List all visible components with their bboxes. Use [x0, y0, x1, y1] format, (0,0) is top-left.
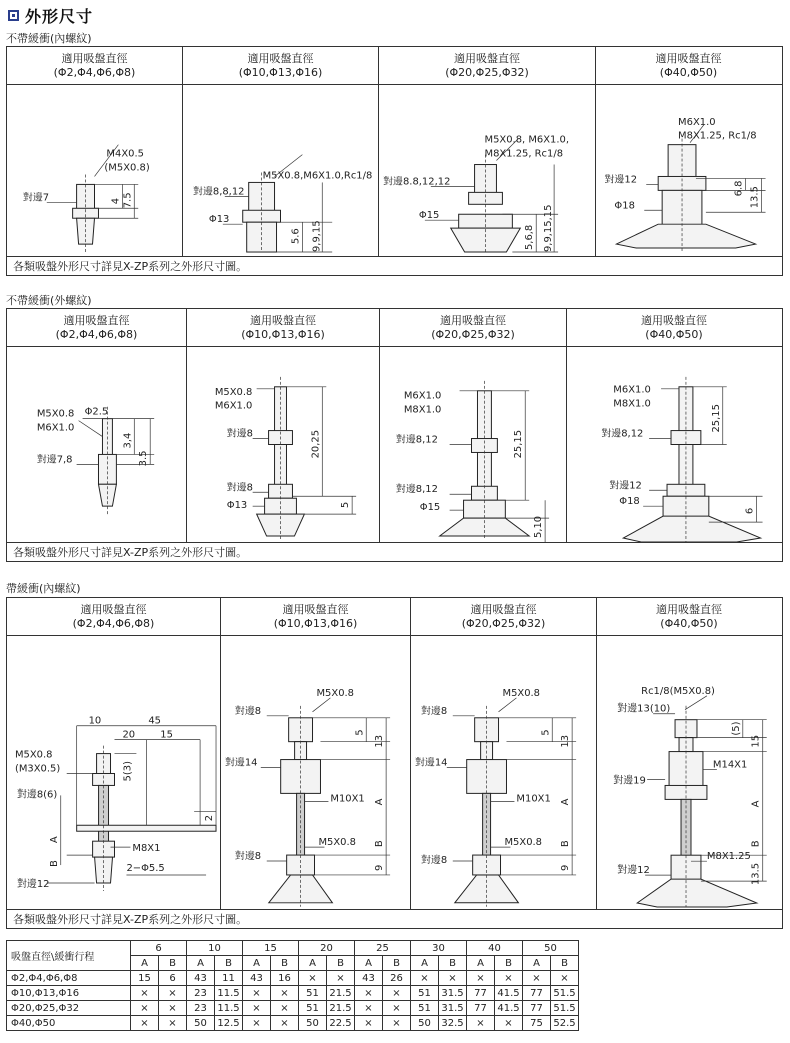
- svg-text:對邊8: 對邊8: [226, 482, 253, 494]
- svg-text:Φ15: Φ15: [418, 210, 440, 222]
- table-cell: ×: [243, 986, 271, 1001]
- svg-text:對邊8: 對邊8: [234, 851, 262, 863]
- svg-text:M5X0.8: M5X0.8: [36, 408, 75, 420]
- header-row: [7, 309, 782, 347]
- stroke-header: 40: [467, 941, 523, 956]
- table-cell: ×: [131, 1001, 159, 1016]
- table-cell: ×: [467, 1016, 495, 1031]
- svg-text:9: 9: [560, 864, 572, 871]
- stroke-table: [6, 940, 579, 1031]
- sub-header: A: [523, 956, 551, 971]
- sub-header: A: [467, 956, 495, 971]
- svg-text:3,4: 3,4: [122, 432, 134, 449]
- svg-text:對邊8: 對邊8: [234, 705, 262, 717]
- stroke-header-row: [7, 941, 579, 956]
- svg-text:5: 5: [340, 501, 352, 509]
- drawing-row: [7, 85, 782, 257]
- svg-text:對邊14: 對邊14: [224, 757, 258, 769]
- table-cell: ×: [159, 1016, 187, 1031]
- table-cell: 41.5: [495, 1001, 523, 1016]
- sub-header: B: [159, 956, 187, 971]
- stroke-table-body: [7, 971, 579, 1031]
- table-cell: 77: [523, 1001, 551, 1016]
- svg-text:(M5X0.8): (M5X0.8): [104, 162, 150, 174]
- svg-text:9: 9: [374, 864, 386, 871]
- row-label: Φ2,Φ4,Φ6,Φ8: [7, 971, 131, 986]
- svg-text:45: 45: [148, 715, 161, 727]
- table-cell: 31.5: [439, 1001, 467, 1016]
- drawing-cell: [183, 85, 379, 256]
- svg-text:A: A: [48, 836, 60, 844]
- sub-header: B: [439, 956, 467, 971]
- svg-text:3.5: 3.5: [138, 450, 150, 467]
- svg-text:M4X0.5: M4X0.5: [106, 148, 144, 160]
- header-cell: 適用吸盤直徑 (Φ2,Φ4,Φ6,Φ8): [7, 47, 183, 84]
- svg-text:對邊8,12: 對邊8,12: [601, 428, 644, 440]
- fitting-drawing: [221, 636, 410, 909]
- table-cell: 23: [187, 986, 215, 1001]
- page-title: [8, 4, 93, 26]
- table-cell: ×: [495, 971, 523, 986]
- table-cell: 6: [159, 971, 187, 986]
- table-cell: ×: [271, 1001, 299, 1016]
- drawing-cell: [567, 347, 781, 542]
- table-cell: 50: [187, 1016, 215, 1031]
- table-cell: ×: [243, 1001, 271, 1016]
- svg-text:M8X1.0: M8X1.0: [403, 404, 442, 416]
- stroke-header: 10: [187, 941, 243, 956]
- table-row: [7, 986, 579, 1001]
- table-cell: ×: [159, 1001, 187, 1016]
- svg-text:對邊8: 對邊8: [420, 705, 448, 717]
- svg-text:對邊8.8,12,12: 對邊8.8,12,12: [383, 176, 451, 188]
- svg-text:A: A: [560, 798, 572, 806]
- drawing-cell: [7, 636, 221, 909]
- table-cell: ×: [383, 1016, 411, 1031]
- svg-text:M5X0.8, M6X1.0,: M5X0.8, M6X1.0,: [484, 134, 570, 146]
- table-cell: 75: [523, 1016, 551, 1031]
- fitting-drawing: [597, 636, 781, 909]
- header-cell: 適用吸盤直徑 (Φ10,Φ13,Φ16): [183, 47, 379, 84]
- sub-header: A: [187, 956, 215, 971]
- table-cell: 51: [411, 986, 439, 1001]
- drawing-cell: [7, 347, 187, 542]
- svg-text:對邊8,8,12: 對邊8,8,12: [193, 186, 245, 198]
- svg-text:M6X1.0: M6X1.0: [214, 400, 253, 412]
- drawing-cell: [597, 636, 781, 909]
- table-cell: ×: [299, 971, 327, 986]
- drawing-row: [7, 347, 782, 543]
- svg-text:對邊8,12: 對邊8,12: [395, 434, 438, 446]
- table-cell: 12.5: [215, 1016, 243, 1031]
- fitting-drawing: [187, 347, 379, 542]
- svg-text:對邊7: 對邊7: [22, 192, 50, 204]
- table-cell: 51: [299, 986, 327, 1001]
- fitting-drawing: [7, 85, 182, 256]
- svg-text:對邊12: 對邊12: [617, 865, 650, 877]
- table-row: [7, 1001, 579, 1016]
- svg-text:M8X1.0: M8X1.0: [613, 398, 651, 410]
- svg-text:5,6,8: 5,6,8: [524, 224, 536, 251]
- svg-text:25,15: 25,15: [710, 404, 722, 433]
- header-cell: 適用吸盤直徑 (Φ40,Φ50): [655, 51, 722, 79]
- svg-text:M6X1.0: M6X1.0: [36, 422, 75, 434]
- svg-text:M6X1.0: M6X1.0: [403, 390, 442, 402]
- square-bullet-icon: [8, 10, 19, 21]
- svg-text:M14X1: M14X1: [712, 759, 748, 771]
- fitting-drawing: [7, 347, 186, 542]
- sub-header: B: [215, 956, 243, 971]
- svg-text:對邊8(6): 對邊8(6): [16, 789, 58, 801]
- table-cell: 43: [243, 971, 271, 986]
- drawing-cell: [221, 636, 411, 909]
- svg-text:5,10: 5,10: [533, 515, 545, 538]
- svg-text:Φ2.5: Φ2.5: [84, 406, 109, 418]
- section-label-3: 帶緩衝(內螺紋): [6, 582, 81, 595]
- table-cell: ×: [327, 971, 355, 986]
- svg-text:M8X1: M8X1: [132, 843, 161, 855]
- note-row: 各類吸盤外形尺寸詳見X-ZP系列之外形尺寸圖。: [13, 546, 248, 559]
- sub-header: A: [131, 956, 159, 971]
- table-cell: 21.5: [327, 1001, 355, 1016]
- sub-header: B: [327, 956, 355, 971]
- svg-text:M5X0.8,M6X1.0,Rc1/8: M5X0.8,M6X1.0,Rc1/8: [262, 170, 373, 182]
- header-cell: 適用吸盤直徑 (Φ2,Φ4,Φ6,Φ8): [7, 309, 187, 346]
- table-row: [7, 1016, 579, 1031]
- section-label-1: 不帶緩衝(內螺紋): [6, 32, 92, 45]
- svg-text:5: 5: [354, 729, 366, 736]
- svg-text:5.6: 5.6: [290, 228, 302, 245]
- header-cell: 適用吸盤直徑 (Φ20,Φ25,Φ32): [411, 598, 597, 635]
- svg-text:對邊8,12: 對邊8,12: [395, 484, 438, 496]
- table-cell: ×: [355, 986, 383, 1001]
- stroke-header: 20: [299, 941, 355, 956]
- table-cell: 51.5: [551, 986, 579, 1001]
- svg-text:對邊8: 對邊8: [420, 855, 448, 867]
- table-cell: 51: [411, 1001, 439, 1016]
- svg-text:20,25: 20,25: [310, 429, 322, 459]
- table-cell: ×: [131, 986, 159, 1001]
- svg-text:25,15: 25,15: [513, 429, 525, 459]
- table-cell: 51.5: [551, 1001, 579, 1016]
- svg-text:2: 2: [204, 814, 216, 822]
- drawing-row: [7, 636, 782, 910]
- fitting-drawing: [7, 636, 220, 909]
- header-row: [7, 598, 782, 636]
- svg-text:Rc1/8(M5X0.8): Rc1/8(M5X0.8): [641, 685, 715, 697]
- drawing-cell: [7, 85, 183, 256]
- table-cell: 77: [523, 986, 551, 1001]
- svg-text:7.5: 7.5: [122, 192, 134, 209]
- table-cell: 32.5: [439, 1016, 467, 1031]
- sub-header: A: [355, 956, 383, 971]
- svg-text:Φ15: Φ15: [419, 502, 441, 514]
- svg-text:13: 13: [560, 734, 572, 748]
- svg-text:M5X0.8: M5X0.8: [14, 749, 53, 761]
- svg-text:M5X0.8: M5X0.8: [214, 386, 253, 398]
- fitting-drawing: [567, 347, 781, 542]
- table-cell: 22.5: [327, 1016, 355, 1031]
- svg-text:6.8: 6.8: [733, 180, 745, 197]
- sub-header: A: [243, 956, 271, 971]
- svg-text:對邊12: 對邊12: [604, 174, 638, 186]
- svg-text:B: B: [560, 840, 572, 848]
- svg-text:13.5: 13.5: [749, 186, 761, 209]
- svg-text:(5): (5): [730, 721, 742, 736]
- table-cell: 77: [467, 1001, 495, 1016]
- svg-text:A: A: [750, 800, 762, 808]
- fitting-drawing: [380, 347, 566, 542]
- svg-text:15: 15: [750, 734, 762, 748]
- svg-text:9,9,15: 9,9,15: [311, 220, 323, 253]
- table-cell: 50: [411, 1016, 439, 1031]
- svg-text:對邊7,8: 對邊7,8: [36, 454, 73, 466]
- stroke-header: 6: [131, 941, 187, 956]
- svg-text:M8X1.25, Rc1/8: M8X1.25, Rc1/8: [484, 148, 564, 160]
- svg-text:B: B: [48, 860, 60, 868]
- table-cell: ×: [467, 971, 495, 986]
- header-cell: 適用吸盤直徑 (Φ10,Φ13,Φ16): [187, 309, 380, 346]
- table-cell: ×: [383, 1001, 411, 1016]
- drawing-cell: [596, 85, 781, 256]
- table-cell: 11: [215, 971, 243, 986]
- table-cell: ×: [523, 971, 551, 986]
- svg-text:M6X1.0: M6X1.0: [613, 384, 651, 396]
- table-cell: 43: [187, 971, 215, 986]
- note-row: 各類吸盤外形尺寸詳見X-ZP系列之外形尺寸圖。: [13, 913, 248, 926]
- sub-header: B: [271, 956, 299, 971]
- svg-text:M10X1: M10X1: [330, 793, 365, 805]
- svg-text:對邊13(10): 對邊13(10): [617, 703, 671, 715]
- svg-text:6: 6: [744, 507, 756, 515]
- table-cell: 50: [299, 1016, 327, 1031]
- fitting-drawing: [596, 85, 781, 256]
- table-cell: ×: [383, 986, 411, 1001]
- stroke-header: 15: [243, 941, 299, 956]
- sub-header: B: [383, 956, 411, 971]
- svg-text:B: B: [374, 840, 386, 848]
- table-cell: ×: [243, 1016, 271, 1031]
- svg-text:Φ18: Φ18: [619, 496, 640, 508]
- svg-text:20: 20: [122, 729, 136, 741]
- header-cell: 適用吸盤直徑 (Φ40,Φ50): [656, 602, 722, 630]
- sub-header: A: [299, 956, 327, 971]
- stroke-table-corner: 吸盤直徑\緩衝行程: [7, 941, 131, 971]
- svg-text:(M3X0.5): (M3X0.5): [14, 763, 61, 775]
- table-cell: 52.5: [551, 1016, 579, 1031]
- svg-text:對邊14: 對邊14: [414, 757, 448, 769]
- table-cell: ×: [131, 1016, 159, 1031]
- svg-text:9,9,15,15: 9,9,15,15: [543, 204, 555, 253]
- drawing-cell: [187, 347, 380, 542]
- stroke-header: 25: [355, 941, 411, 956]
- table-row: [7, 971, 579, 986]
- table-cell: 26: [383, 971, 411, 986]
- svg-text:15: 15: [160, 729, 173, 741]
- svg-text:M5X0.8: M5X0.8: [502, 687, 541, 699]
- table-cell: 23: [187, 1001, 215, 1016]
- table-cell: 15: [131, 971, 159, 986]
- svg-text:M8X1.25: M8X1.25: [706, 851, 751, 863]
- fitting-drawing: [183, 85, 378, 256]
- header-cell: 適用吸盤直徑 (Φ20,Φ25,Φ32): [380, 309, 567, 346]
- svg-text:Φ13: Φ13: [226, 500, 248, 512]
- svg-text:Φ18: Φ18: [614, 200, 635, 212]
- svg-text:對邊8: 對邊8: [226, 428, 253, 440]
- svg-text:A: A: [374, 798, 386, 806]
- svg-text:M6X1.0: M6X1.0: [678, 116, 716, 128]
- stroke-header: 50: [523, 941, 579, 956]
- fitting-drawing: [379, 85, 595, 256]
- svg-text:M5X0.8: M5X0.8: [318, 837, 356, 849]
- stroke-header: 30: [411, 941, 467, 956]
- svg-text:M8X1.25, Rc1/8: M8X1.25, Rc1/8: [678, 130, 757, 142]
- table-cell: ×: [439, 971, 467, 986]
- sub-header: A: [411, 956, 439, 971]
- table-cell: ×: [355, 1001, 383, 1016]
- svg-text:4: 4: [110, 197, 122, 205]
- header-cell: 適用吸盤直徑 (Φ10,Φ13,Φ16): [221, 598, 411, 635]
- svg-text:13: 13: [374, 734, 386, 748]
- table-cell: 11.5: [215, 1001, 243, 1016]
- table-cell: 16: [271, 971, 299, 986]
- header-row: [7, 47, 782, 85]
- table-cell: ×: [159, 986, 187, 1001]
- svg-text:M5X0.8: M5X0.8: [504, 837, 543, 849]
- note-row: 各類吸盤外形尺寸詳見X-ZP系列之外形尺寸圖。: [13, 260, 248, 273]
- sub-header: B: [551, 956, 579, 971]
- drawing-cell: [380, 347, 567, 542]
- svg-text:5(3): 5(3): [122, 761, 134, 782]
- svg-text:B: B: [750, 840, 762, 848]
- svg-text:5: 5: [540, 729, 552, 736]
- table-cell: 21.5: [327, 986, 355, 1001]
- svg-text:10: 10: [88, 715, 102, 727]
- svg-text:對邊12: 對邊12: [609, 480, 642, 492]
- row-label: Φ20,Φ25,Φ32: [7, 1001, 131, 1016]
- table-cell: 31.5: [439, 986, 467, 1001]
- svg-text:Φ13: Φ13: [208, 214, 230, 226]
- row-label: Φ40,Φ50: [7, 1016, 131, 1031]
- svg-text:13.5: 13.5: [750, 862, 762, 886]
- svg-text:對邊19: 對邊19: [613, 775, 646, 787]
- table-cell: 77: [467, 986, 495, 1001]
- section-table-3: [6, 597, 783, 929]
- table-cell: ×: [271, 1016, 299, 1031]
- svg-text:2−Φ5.5: 2−Φ5.5: [126, 863, 165, 875]
- svg-text:M10X1: M10X1: [516, 793, 551, 805]
- table-cell: ×: [411, 971, 439, 986]
- header-cell: 適用吸盤直徑 (Φ2,Φ4,Φ6,Φ8): [7, 598, 221, 635]
- section-table-1: [6, 46, 783, 276]
- page-title-text: 外形尺寸: [25, 6, 94, 26]
- table-cell: ×: [271, 986, 299, 1001]
- sub-header: B: [495, 956, 523, 971]
- table-cell: 41.5: [495, 986, 523, 1001]
- table-cell: ×: [495, 1016, 523, 1031]
- table-cell: 11.5: [215, 986, 243, 1001]
- svg-text:對邊12: 對邊12: [16, 878, 50, 890]
- header-cell: 適用吸盤直徑 (Φ20,Φ25,Φ32): [379, 47, 596, 84]
- fitting-drawing: [411, 636, 596, 909]
- svg-text:M5X0.8: M5X0.8: [316, 687, 355, 699]
- table-cell: ×: [355, 1016, 383, 1031]
- drawing-cell: [379, 85, 596, 256]
- table-cell: 43: [355, 971, 383, 986]
- row-label: Φ10,Φ13,Φ16: [7, 986, 131, 1001]
- drawing-cell: [411, 636, 597, 909]
- header-cell: 適用吸盤直徑 (Φ40,Φ50): [641, 313, 707, 341]
- section-table-2: [6, 308, 783, 562]
- table-cell: 51: [299, 1001, 327, 1016]
- section-label-2: 不帶緩衝(外螺紋): [6, 294, 92, 307]
- table-cell: ×: [551, 971, 579, 986]
